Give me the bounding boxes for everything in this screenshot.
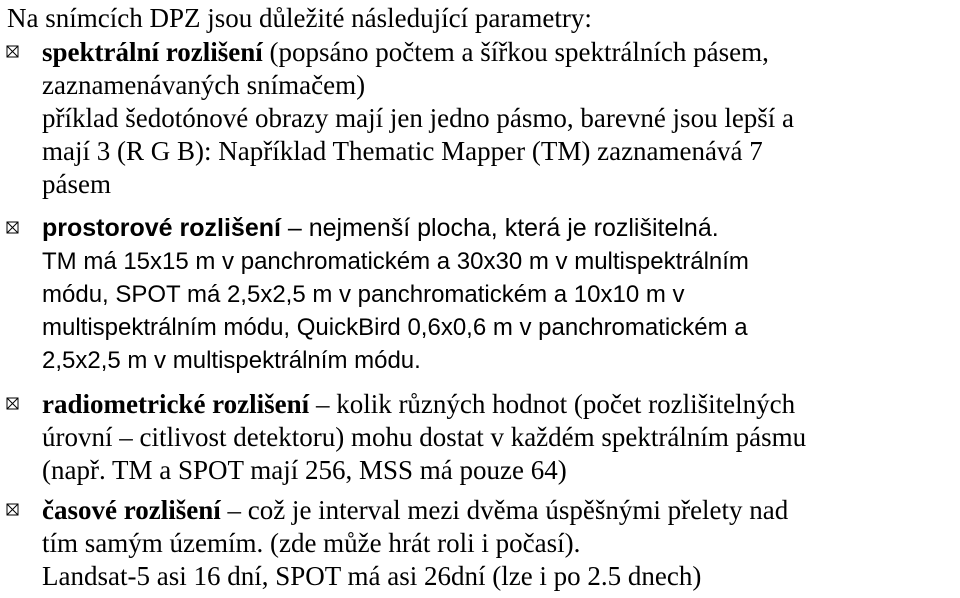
- bullet-first-line: [42, 388, 960, 421]
- bullet-term: radiometrické rozlišení: [42, 389, 310, 419]
- intro-line: Na snímcích DPZ jsou důležité následující parametry:: [7, 3, 592, 33]
- bullet-description: (popsáno počtem a šířkou spektrálních pásem,: [262, 37, 769, 67]
- bullet-description: – kolik různých hodnot (počet rozlišitelných: [309, 389, 796, 419]
- bullet-temporal-resolution: [42, 494, 960, 593]
- bullet-first-line: [42, 494, 960, 527]
- bullet-text-line: (např. TM a SPOT mají 256, MSS má pouze 64): [42, 455, 567, 485]
- bullet-text-line: zaznamenávaných snímačem): [42, 70, 366, 100]
- bullet-term: spektrální rozlišení: [42, 37, 263, 67]
- bullet-text-line: příklad šedotónové obrazy mají jen jedno pásmo, barevné jsou lepší a: [42, 103, 795, 133]
- bullet-text-line: 2,5x2,5 m v multispektrálním módu.: [42, 347, 421, 374]
- square-bullet-icon: [6, 397, 19, 410]
- bullet-text-line: Landsat-5 asi 16 dní, SPOT má asi 26dní (lze i po 2.5 dnech): [42, 561, 702, 591]
- bullet-text-line: multispektrálním módu, QuickBird 0,6x0,6 m v panchromatickém a: [42, 314, 748, 341]
- bullet-spatial-resolution: [42, 212, 960, 377]
- square-bullet-icon: [6, 45, 19, 58]
- bullet-first-line: [42, 36, 960, 69]
- bullet-text-line: pásem: [42, 169, 111, 199]
- bullet-radiometric-resolution: [42, 388, 960, 487]
- bullet-text-line: mají 3 (R G B): Například Thematic Mapper (TM) zaznamenává 7: [42, 136, 763, 166]
- bullet-text-line: tím samým územím. (zde může hrát roli i počasí).: [42, 528, 581, 558]
- square-bullet-icon: [6, 221, 19, 234]
- bullet-description: – nejmenší plocha, která je rozlišitelná.: [280, 214, 719, 242]
- bullet-first-line: [42, 212, 960, 245]
- bullet-text-line: módu, SPOT má 2,5x2,5 m v panchromatickém a 10x10 m v: [42, 281, 685, 308]
- bullet-term: časové rozlišení: [42, 495, 221, 525]
- square-bullet-icon: [6, 503, 19, 516]
- bullet-term: prostorové rozlišení: [42, 214, 281, 242]
- bullet-description: – což je interval mezi dvěma úspěšnými přelety nad: [220, 495, 789, 525]
- bullet-spectral-resolution: [42, 36, 960, 201]
- bullet-text-line: úrovní – citlivost detektoru) mohu dostat v každém spektrálním pásmu: [42, 422, 807, 452]
- bullet-text-line: TM má 15x15 m v panchromatickém a 30x30 m v multispektrálním: [42, 248, 749, 275]
